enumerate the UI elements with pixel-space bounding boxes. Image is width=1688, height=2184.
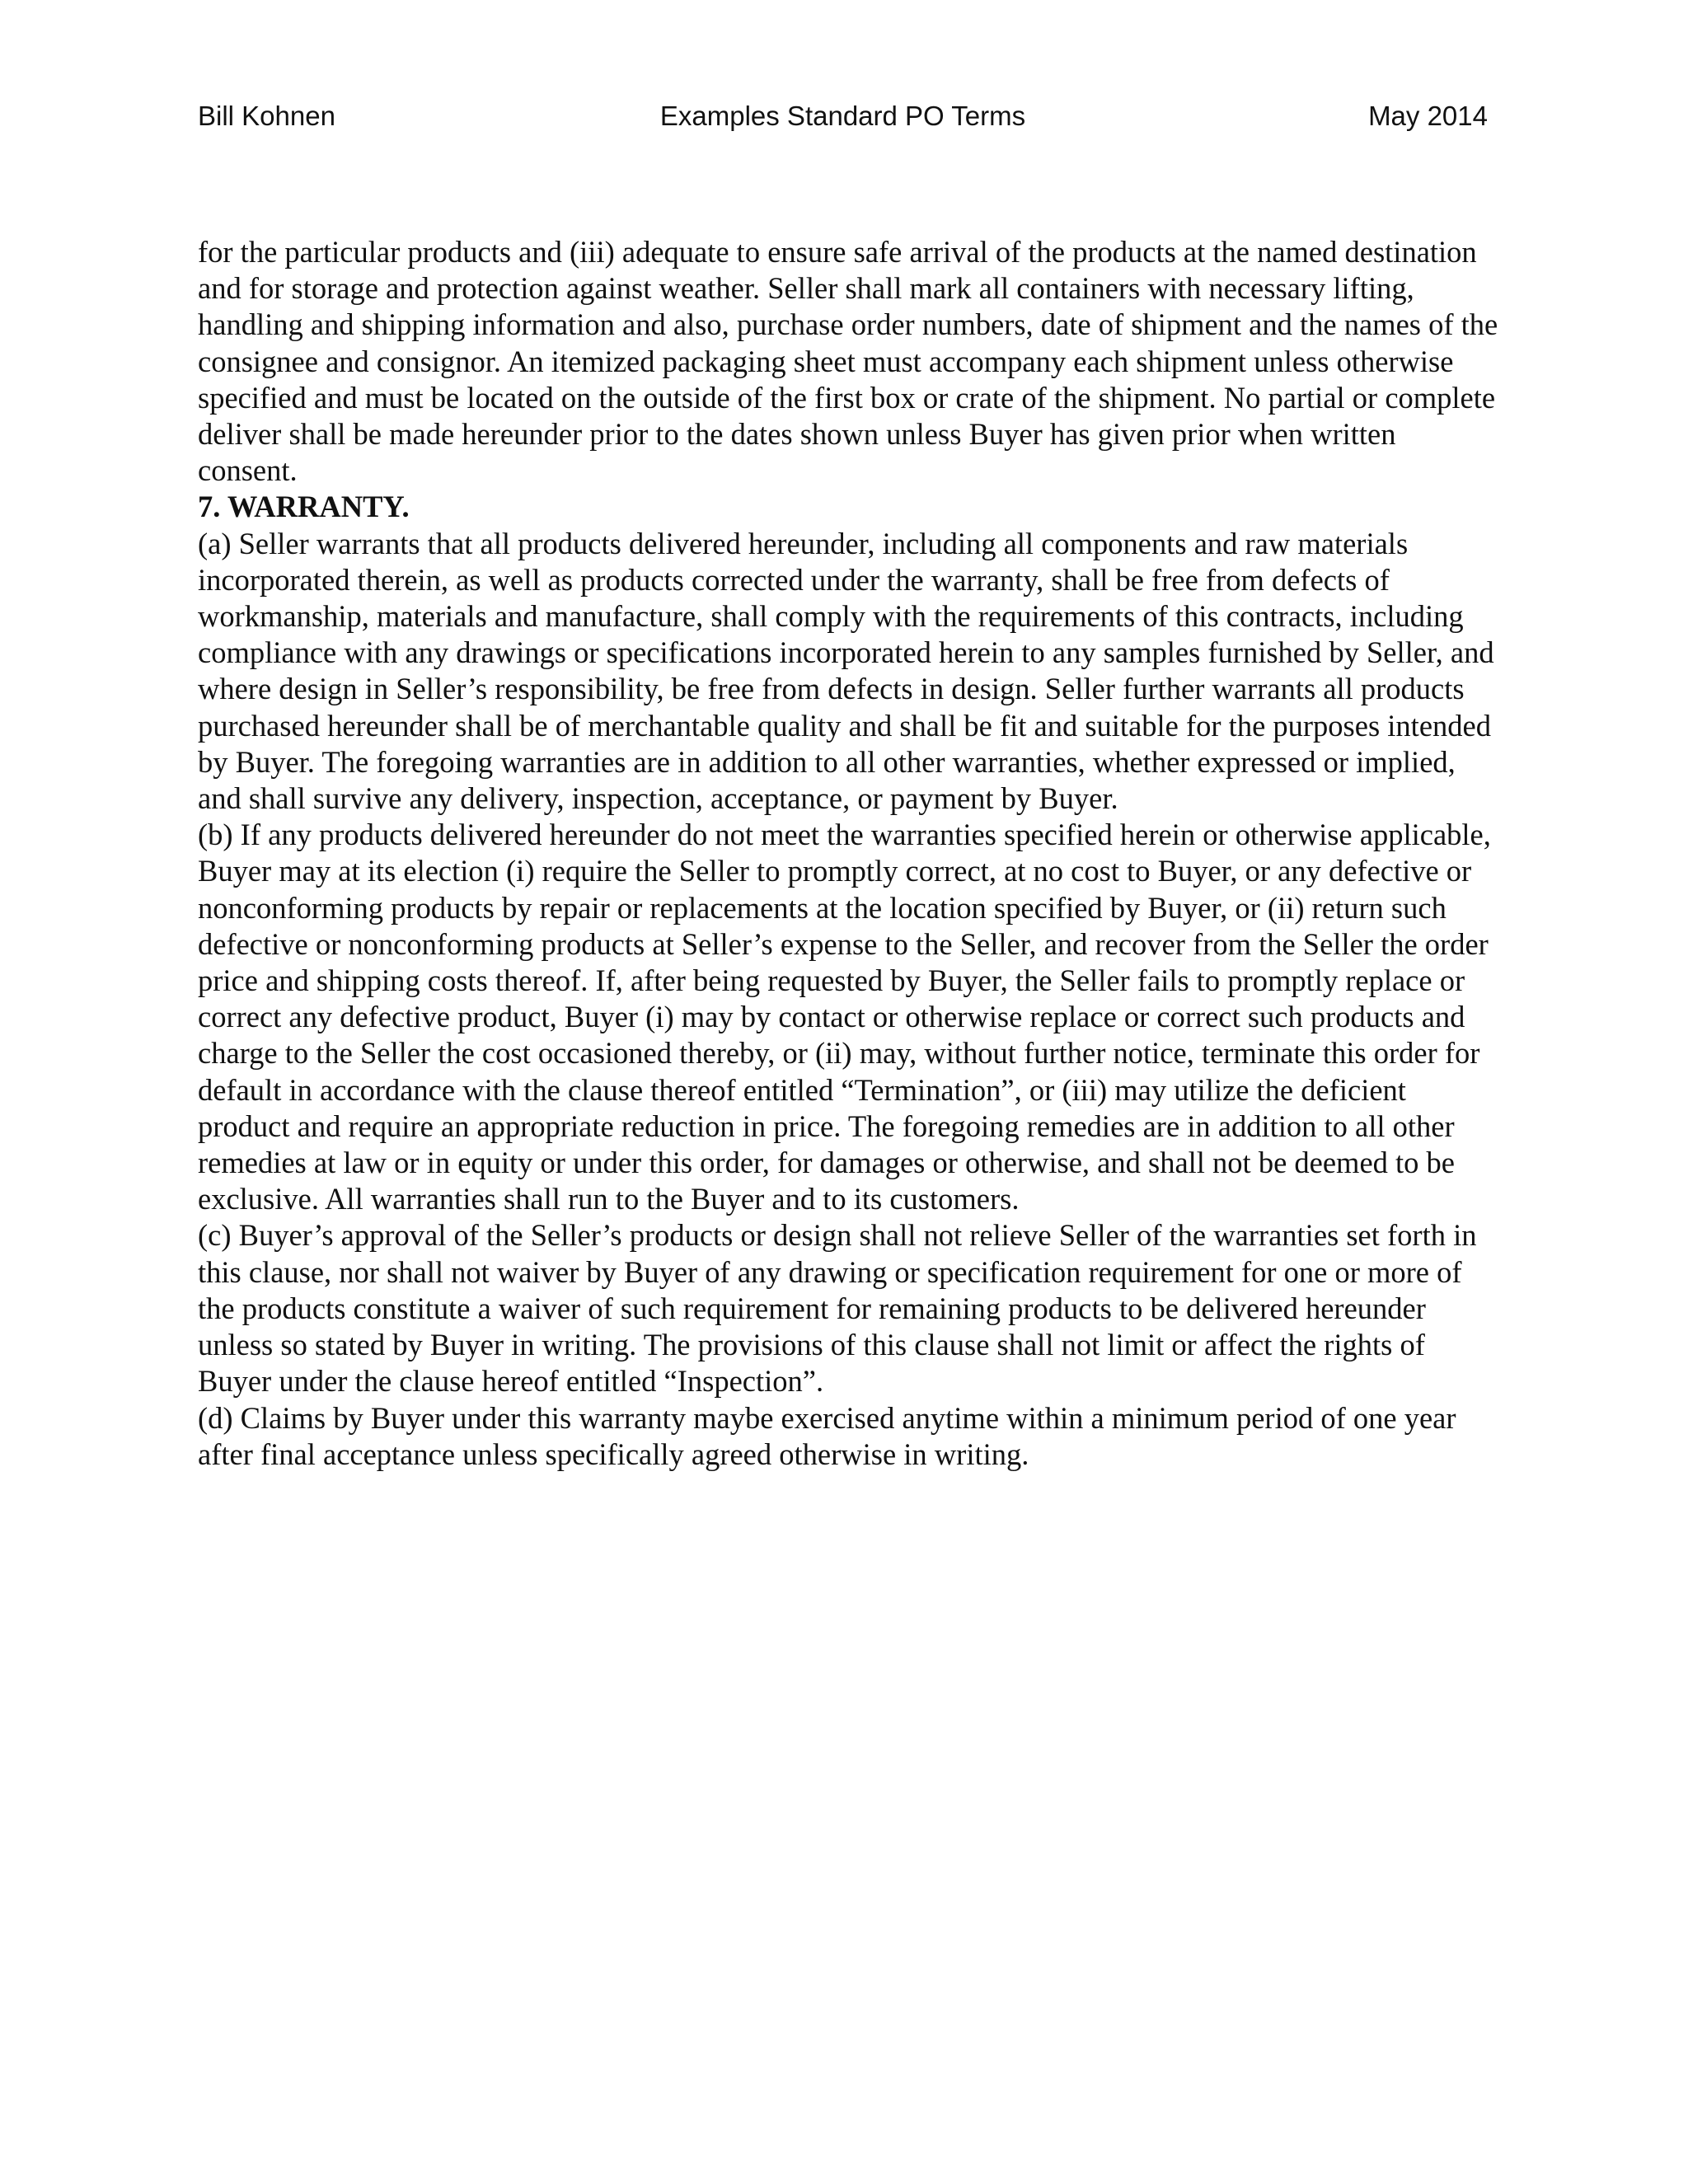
section-heading-warranty: 7. WARRANTY. <box>198 490 410 524</box>
warranty-paragraph-d: (d) Claims by Buyer under this warranty maybe exercised anytime within a minimum period of one year after final acceptance unless specifically agreed otherwise in writing. <box>198 1400 1456 1471</box>
document-body <box>198 234 1500 1473</box>
continuation-paragraph: for the particular products and (iii) adequate to ensure safe arrival of the products at the named destination and for storage and protection against weather. Seller shall mark all containers with necessary lifting, handling and shipping information and also, purchase order numbers, date of shipment and the names of the consignee and consignor. An itemized packaging sheet must accompany each shipment unless otherwise specified and must be located on the outside of the first box or crate of the shipment. No partial or complete deliver shall be made hereunder prior to the dates shown unless Buyer has given prior when written consent. <box>198 235 1498 488</box>
header-date: May 2014 <box>1368 101 1488 131</box>
warranty-paragraph-a: (a) Seller warrants that all products delivered hereunder, including all components and raw materials incorporated therein, as well as products corrected under the warranty, shall be free from defects of workmanship, materials and manufacture, shall comply with the requirements of this contracts, including compliance with any drawings or specifications incorporated herein to any samples furnished by Seller, and where design in Seller’s responsibility, be free from defects in design. Seller further warrants all products purchased hereunder shall be of merchantable quality and shall be fit and suitable for the purposes intended by Buyer. The foregoing warranties are in addition to all other warranties, whether expressed or implied, and shall survive any delivery, inspection, acceptance, or payment by Buyer. <box>198 526 1494 816</box>
header-author: Bill Kohnen <box>198 101 335 131</box>
page-header <box>198 101 1488 137</box>
header-title: Examples Standard PO Terms <box>659 101 1026 131</box>
warranty-paragraph-b: (b) If any products delivered hereunder do not meet the warranties specified herein or otherwise applicable, Buyer may at its election (i) require the Seller to promptly correct, at no cost to Buyer, or any defective or nonconforming products by repair or replacements at the location specified by Buyer, or (ii) return such defective or nonconforming products at Seller’s expense to the Seller, and recover from the Seller the order price and shipping costs thereof. If, after being requested by Buyer, the Seller fails to promptly replace or correct any defective product, Buyer (i) may by contact or otherwise replace or correct such products and charge to the Seller the cost occasioned thereby, or (ii) may, without further notice, terminate this order for default in accordance with the clause thereof entitled “Termination”, or (iii) may utilize the deficient product and require an appropriate reduction in price. The foregoing remedies are in addition to all other remedies at law or in equity or under this order, for damages or otherwise, and shall not be deemed to be exclusive. All warranties shall run to the Buyer and to its customers. <box>198 818 1491 1216</box>
warranty-paragraph-c: (c) Buyer’s approval of the Seller’s products or design shall not relieve Seller of the warranties set forth in this clause, nor shall not waiver by Buyer of any drawing or specification requirement for one or more of the products constitute a waiver of such requirement for remaining products to be delivered hereunder unless so stated by Buyer in writing. The provisions of this clause shall not limit or affect the rights of Buyer under the clause hereof entitled “Inspection”. <box>198 1218 1477 1399</box>
